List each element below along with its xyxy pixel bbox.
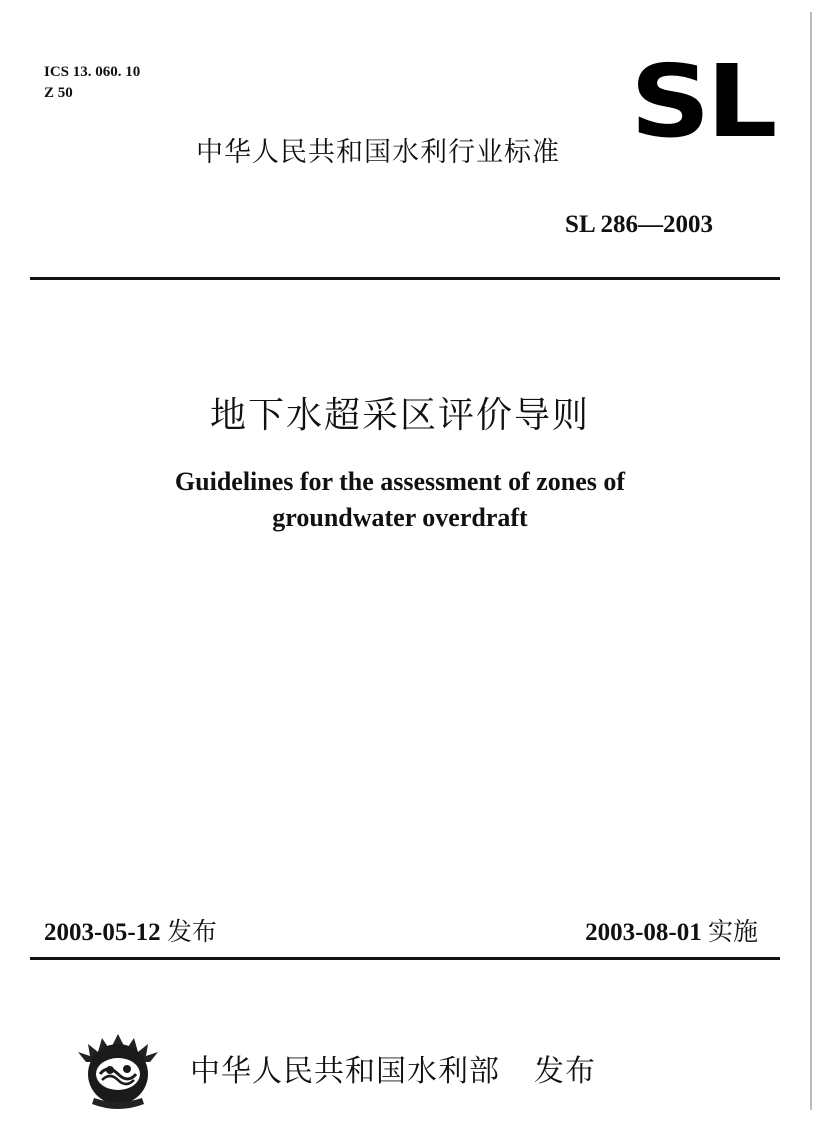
title-english-line-2: groundwater overdraft: [272, 503, 528, 532]
sl-logo: SL: [630, 43, 774, 160]
issue-date-label: 发布: [166, 917, 217, 946]
ministry-emblem-icon: [72, 1022, 164, 1110]
publisher-action: 发布: [534, 1054, 596, 1089]
publisher-name: 中华人民共和国水利部: [190, 1054, 500, 1089]
top-divider: [30, 277, 780, 280]
standard-number: SL 286—2003: [565, 211, 713, 238]
ccs-code: Z 50: [44, 85, 73, 101]
publisher-line: [190, 1052, 596, 1092]
effective-date: [585, 912, 758, 948]
issue-date: [44, 912, 217, 948]
issue-date-value: 2003-05-12: [44, 919, 161, 946]
effective-date-value: 2003-08-01: [585, 919, 702, 946]
title-chinese: 地下水超采区评价导则: [209, 395, 590, 436]
ics-code: ICS 13. 060. 10: [44, 64, 141, 80]
effective-date-label: 实施: [707, 917, 758, 946]
title-english-line-1: Guidelines for the assessment of zones of: [174, 467, 626, 496]
bottom-divider: [30, 957, 780, 960]
classification-codes: [44, 62, 140, 104]
page-edge-line: [810, 12, 812, 1110]
title-english: [0, 464, 800, 536]
issuing-body: 中华人民共和国水利行业标准: [196, 137, 560, 168]
